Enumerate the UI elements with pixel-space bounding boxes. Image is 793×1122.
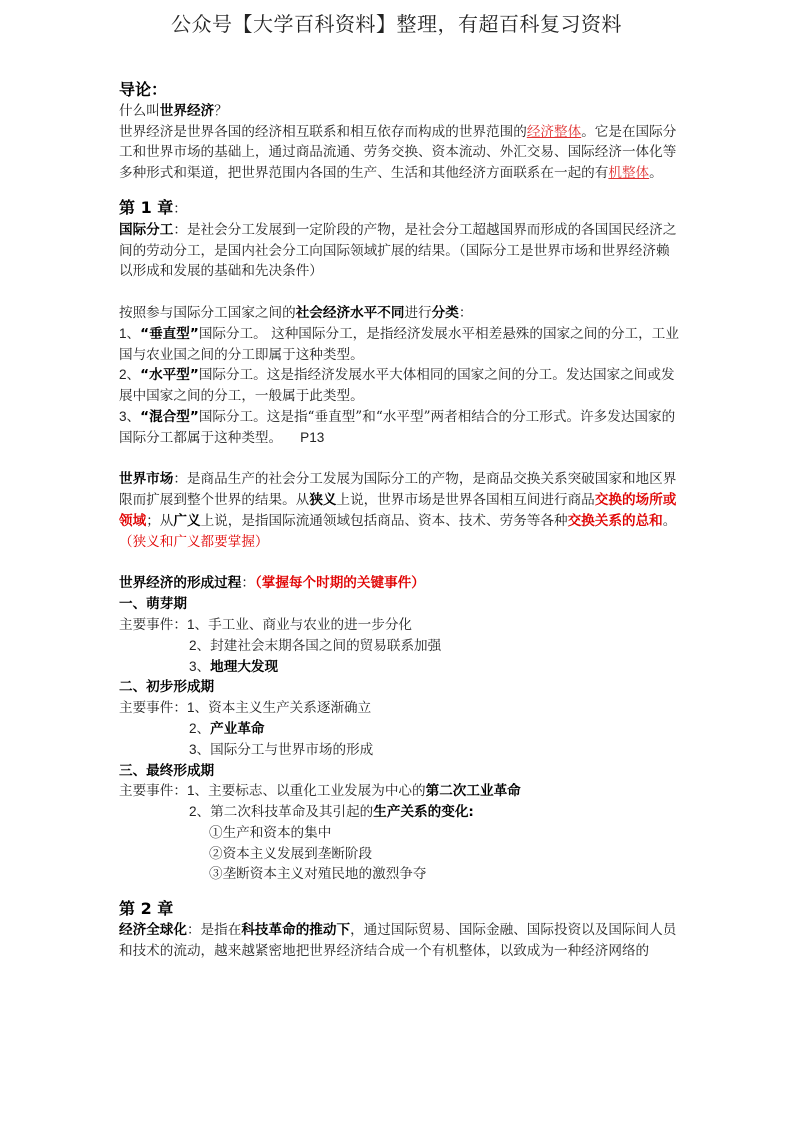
page-reference: P13 <box>300 429 325 445</box>
type-text: 国际分工。 这种国际分工，是指经济发展水平相差悬殊的国家之间的分工，工业国与农业国之间的分工即属于这种类型。 <box>119 325 679 363</box>
event-number: 2、 <box>189 720 211 736</box>
document-body <box>119 80 679 962</box>
event-text: 封建社会末期各国之间的贸易联系加强 <box>210 637 442 654</box>
event-item <box>119 698 679 719</box>
event-text: 资本主义生产关系逐渐确立 <box>208 700 372 717</box>
event-number: 2、 <box>189 804 211 820</box>
ifd-term: 国际分工 <box>119 221 174 238</box>
event-bold: 第二次工业革命 <box>425 783 521 800</box>
event-item <box>119 636 679 657</box>
type-item <box>119 324 679 366</box>
type-name: “水平型” <box>140 367 199 384</box>
type-name: “混合型” <box>140 408 199 425</box>
sub-item: ①生产和资本的集中 <box>209 824 332 841</box>
wm-note: （狭义和广义都要掌握） <box>119 533 269 550</box>
event-number: 2、 <box>189 637 211 653</box>
event-text: 主要标志、以重化工业发展为中心的 <box>208 783 426 800</box>
process-colon: ： <box>241 575 255 592</box>
type-text: 国际分工。这是指经济发展水平大体相同的国家之间的分工。发达国家之间或发展中国家之间的分工，一般属于此类型。 <box>119 367 675 405</box>
chapter-2-section <box>119 899 679 961</box>
wm-term: 世界市场 <box>119 471 174 488</box>
wm-text-5: 。 <box>662 512 677 529</box>
intro-title: 导论： <box>119 80 168 99</box>
event-number: 1、 <box>186 700 209 716</box>
process-note: （掌握每个时期的关键事件） <box>254 575 425 592</box>
event-number: 1、 <box>186 783 209 799</box>
intro-text-1: 世界经济是世界各国的经济相互联系和相互依存而构成的世界范围的 <box>119 123 527 140</box>
classify-colon: ： <box>458 304 473 321</box>
period-title: 三、最终形成期 <box>119 762 215 779</box>
process-heading: 世界经济的形成过程 <box>119 575 242 592</box>
highlight-organic-whole: 机整体 <box>608 165 650 182</box>
glob-text-1: ：是指在 <box>186 922 242 939</box>
ifd-definition <box>119 220 679 282</box>
intro-text-3: 。 <box>649 165 663 182</box>
sub-item: ③垄断资本主义对殖民地的激烈争夺 <box>209 866 427 883</box>
wm-text-4: 上说，是指国际流通领域包括商品、资本、技术、劳务等各种 <box>200 512 568 529</box>
type-item <box>119 365 679 407</box>
glob-bold: 科技革命的推动下 <box>241 922 351 939</box>
chapter-1-title: 第 1 章 <box>119 197 174 217</box>
process-title <box>119 573 679 594</box>
highlight-economic-whole: 经济整体 <box>526 123 582 140</box>
intro-question <box>119 101 679 122</box>
glob-text-2: ，通过国际贸易、国际金融、国际投资以及国际间人员和技术的流动，越来越紧密地把世界经济结合成一个有机整体，以致成为一种经济网络的 <box>119 922 677 959</box>
wm-highlight-2: 交换关系的总和 <box>567 512 663 529</box>
glob-term: 经济全球化 <box>119 922 187 939</box>
event-number: 3、 <box>189 741 211 757</box>
event-item <box>119 740 679 761</box>
event-bold: 产业革命 <box>210 720 265 737</box>
type-number: 2、 <box>119 367 141 383</box>
event-text: 手工业、商业与农业的进一步分化 <box>208 616 413 633</box>
event-item <box>119 719 679 740</box>
event-bold: 地理大发现 <box>210 658 279 675</box>
page-header: 公众号【大学百科资料】整理，有超百科复习资料 <box>171 12 622 36</box>
event-number: 1、 <box>186 616 209 632</box>
intro-text-2: 。它是在国际分工和世界市场的基础上，通过商品流通、劳务交换、资本流动、外汇交易、国际经济一体化等多种形式和渠道，把世界范围内各国的生产、生活和其他经济方面联系在一起的有 <box>119 123 677 182</box>
classify-criterion: 社会经济水平不同 <box>295 304 405 321</box>
wm-text-3: ；从 <box>146 512 174 529</box>
wm-narrow: 狭义 <box>309 492 337 509</box>
classify-text-2: 进行 <box>404 304 432 321</box>
globalization-definition <box>119 920 679 962</box>
event-label: 主要事件： <box>119 616 187 633</box>
period-title: 一、萌芽期 <box>119 596 187 613</box>
chapter-1-colon: ： <box>173 200 187 217</box>
type-number: 3、 <box>119 408 141 424</box>
intro-paragraph <box>119 122 679 184</box>
classify-label: 分类 <box>431 304 459 321</box>
event-text: 国际分工与世界市场的形成 <box>210 741 374 758</box>
type-number: 1、 <box>119 325 141 341</box>
wm-highlight-1: 交换的场所或领域 <box>119 492 677 529</box>
event-label: 主要事件： <box>119 700 187 717</box>
event-text: 第二次科技革命及其引起的 <box>210 804 374 821</box>
period-title: 二、初步形成期 <box>119 679 215 696</box>
event-item <box>119 657 679 678</box>
event-number: 3、 <box>189 658 211 674</box>
type-item <box>119 407 679 449</box>
question-mark: ？ <box>214 102 228 119</box>
wm-text-2: 上说，世界市场是世界各国相互间进行商品 <box>336 492 595 509</box>
event-item <box>119 781 679 802</box>
intro-section <box>119 80 679 184</box>
type-name: “垂直型” <box>140 325 199 342</box>
sub-item: ②资本主义发展到垄断阶段 <box>209 845 373 862</box>
classification-intro <box>119 303 679 324</box>
world-market-definition <box>119 469 679 552</box>
type-text: 国际分工。这是指“垂直型”和“水平型”两者相结合的分工形式。许多发达国家的国际分工都属于这种类型。 <box>119 408 676 446</box>
ifd-text: ：是社会分工发展到一定阶段的产物，是社会分工超越国界而形成的各国国民经济之间的劳动分工，是国内社会分工向国际领域扩展的结果。（国际分工是世界市场和世界经济赖以形成和发展的基础和先决条件） <box>119 221 677 280</box>
event-item <box>119 615 679 636</box>
event-item <box>119 802 679 823</box>
wm-text-1: ：是商品生产的社会分工发展为国际分工的产物，是商品交换关系突破国家和地区界限而扩展到整个世界的结果。从 <box>119 471 677 509</box>
classify-text-1: 按照参与国际分工国家之间的 <box>119 304 296 321</box>
chapter-1-section <box>119 198 679 885</box>
event-bold: 生产关系的变化: <box>373 804 474 821</box>
event-label: 主要事件： <box>119 783 187 800</box>
question-term: 世界经济 <box>159 102 215 119</box>
question-prefix: 什么叫 <box>119 102 160 119</box>
chapter-2-title: 第 2 章 <box>119 899 174 919</box>
wm-broad: 广义 <box>173 512 201 529</box>
